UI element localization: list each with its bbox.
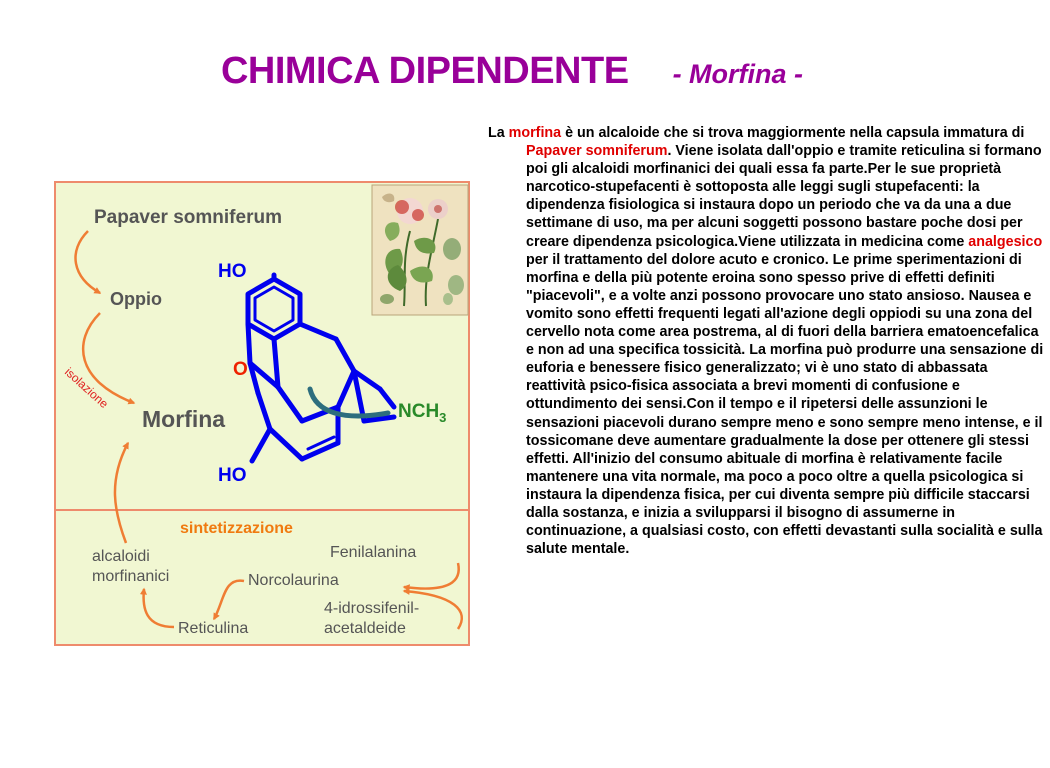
description-paragraph [488, 124, 1050, 558]
hydroxy-label-line1: 4-idrossifenil- [324, 600, 420, 617]
highlight-analgesico: analgesico [968, 233, 1043, 250]
body-text-3: . Viene isolata dall'oppio e tramite reticulina si formano poi gli alcaloidi morfinanici dei quali essa fa parte.Per le sue proprietà narcotico-stupefacenti è sottoposta alle leggi sugli stupefacenti: la dipendenza fisiologica si instaura dopo un periodo che va da una a due settimane di uso, ma per alcuni soggetti possono bastare poche dosi per creare dipendenza psicologica.Viene utilizzata in medicina come [526, 143, 1042, 250]
poppy-illustration [372, 185, 468, 315]
norcoclaurine-label: Norcolaurina [248, 572, 339, 589]
isolation-label: isolazione [61, 364, 112, 411]
nch3-label [398, 401, 446, 425]
highlight-morfina: morfina [508, 125, 562, 141]
ring-oxygen-label: O [233, 359, 248, 380]
hydroxy-label-line2: acetaldeide [324, 620, 406, 637]
nch3-text: NCH [398, 401, 440, 422]
morphine-figure [54, 181, 470, 646]
nch3-subscript: 3 [439, 410, 447, 425]
body-text-2: è un alcaloide che si trova maggiormente nella capsula immatura di [561, 125, 1025, 141]
ho-bottom-label: HO [218, 465, 247, 486]
highlight-papaver: Papaver somniferum [526, 143, 668, 160]
alkaloids-label-line1: alcaloidi [92, 548, 150, 565]
reticuline-label: Reticulina [178, 620, 249, 637]
body-text-1: La [488, 125, 509, 141]
opium-label: Oppio [110, 289, 162, 309]
body-text-4: per il trattamento del dolore acuto e cronico. Le prime sperimentazioni di morfina e della più potente eroina sono spesso prive di effetti definiti "piacevoli", e a volte anzi possono provocare uno stato ansioso. Nausea e vomito sono effetti frequenti legati all'azione degli oppiodi su una zona del cervello nota come area postrema, al di fuori della barriera ematoencefalica e non ad una specifica tossicità. La morfina può produrre una sensazione di euforia e benessere fisico generalizzato; vi è uno stato di abbassata reattività psico-fisica associata a brevi momenti di confusione e ottundimento dei sensi.Con il tempo e il ripetersi delle assunzioni le sensazioni piacevoli durano sempre meno e sono sempre meno intense, e il tossicomane deve aumentare gradualmente la dose per ottenere gli stessi effetti. All'inizio del consumo abituale di morfina è relativamente facile mantenere una vita normale, ma poco a poco oltre a quella psicologica si instaura la dipendenza fisica, per cui diventa sempre più difficile staccarsi dalla sostanza, e inizia a svilupparsi il bisogno di assumerne in continuazione, a qualsiasi costo, con effetti devastanti sulla socialità e sulla salute mentale. [526, 251, 1044, 558]
slide-title [0, 50, 1024, 93]
plant-name-label: Papaver somniferum [94, 207, 282, 228]
title-subtitle: - Morfina - [672, 59, 804, 89]
alkaloids-label-line2: morfinanici [92, 568, 170, 585]
title-main: CHIMICA DIPENDENTE [220, 50, 629, 92]
ho-top-label: HO [218, 261, 247, 282]
morphine-label: Morfina [142, 406, 226, 432]
phenylalanine-label: Fenilalanina [330, 544, 417, 561]
synthesis-label: sintetizzazione [180, 520, 293, 537]
